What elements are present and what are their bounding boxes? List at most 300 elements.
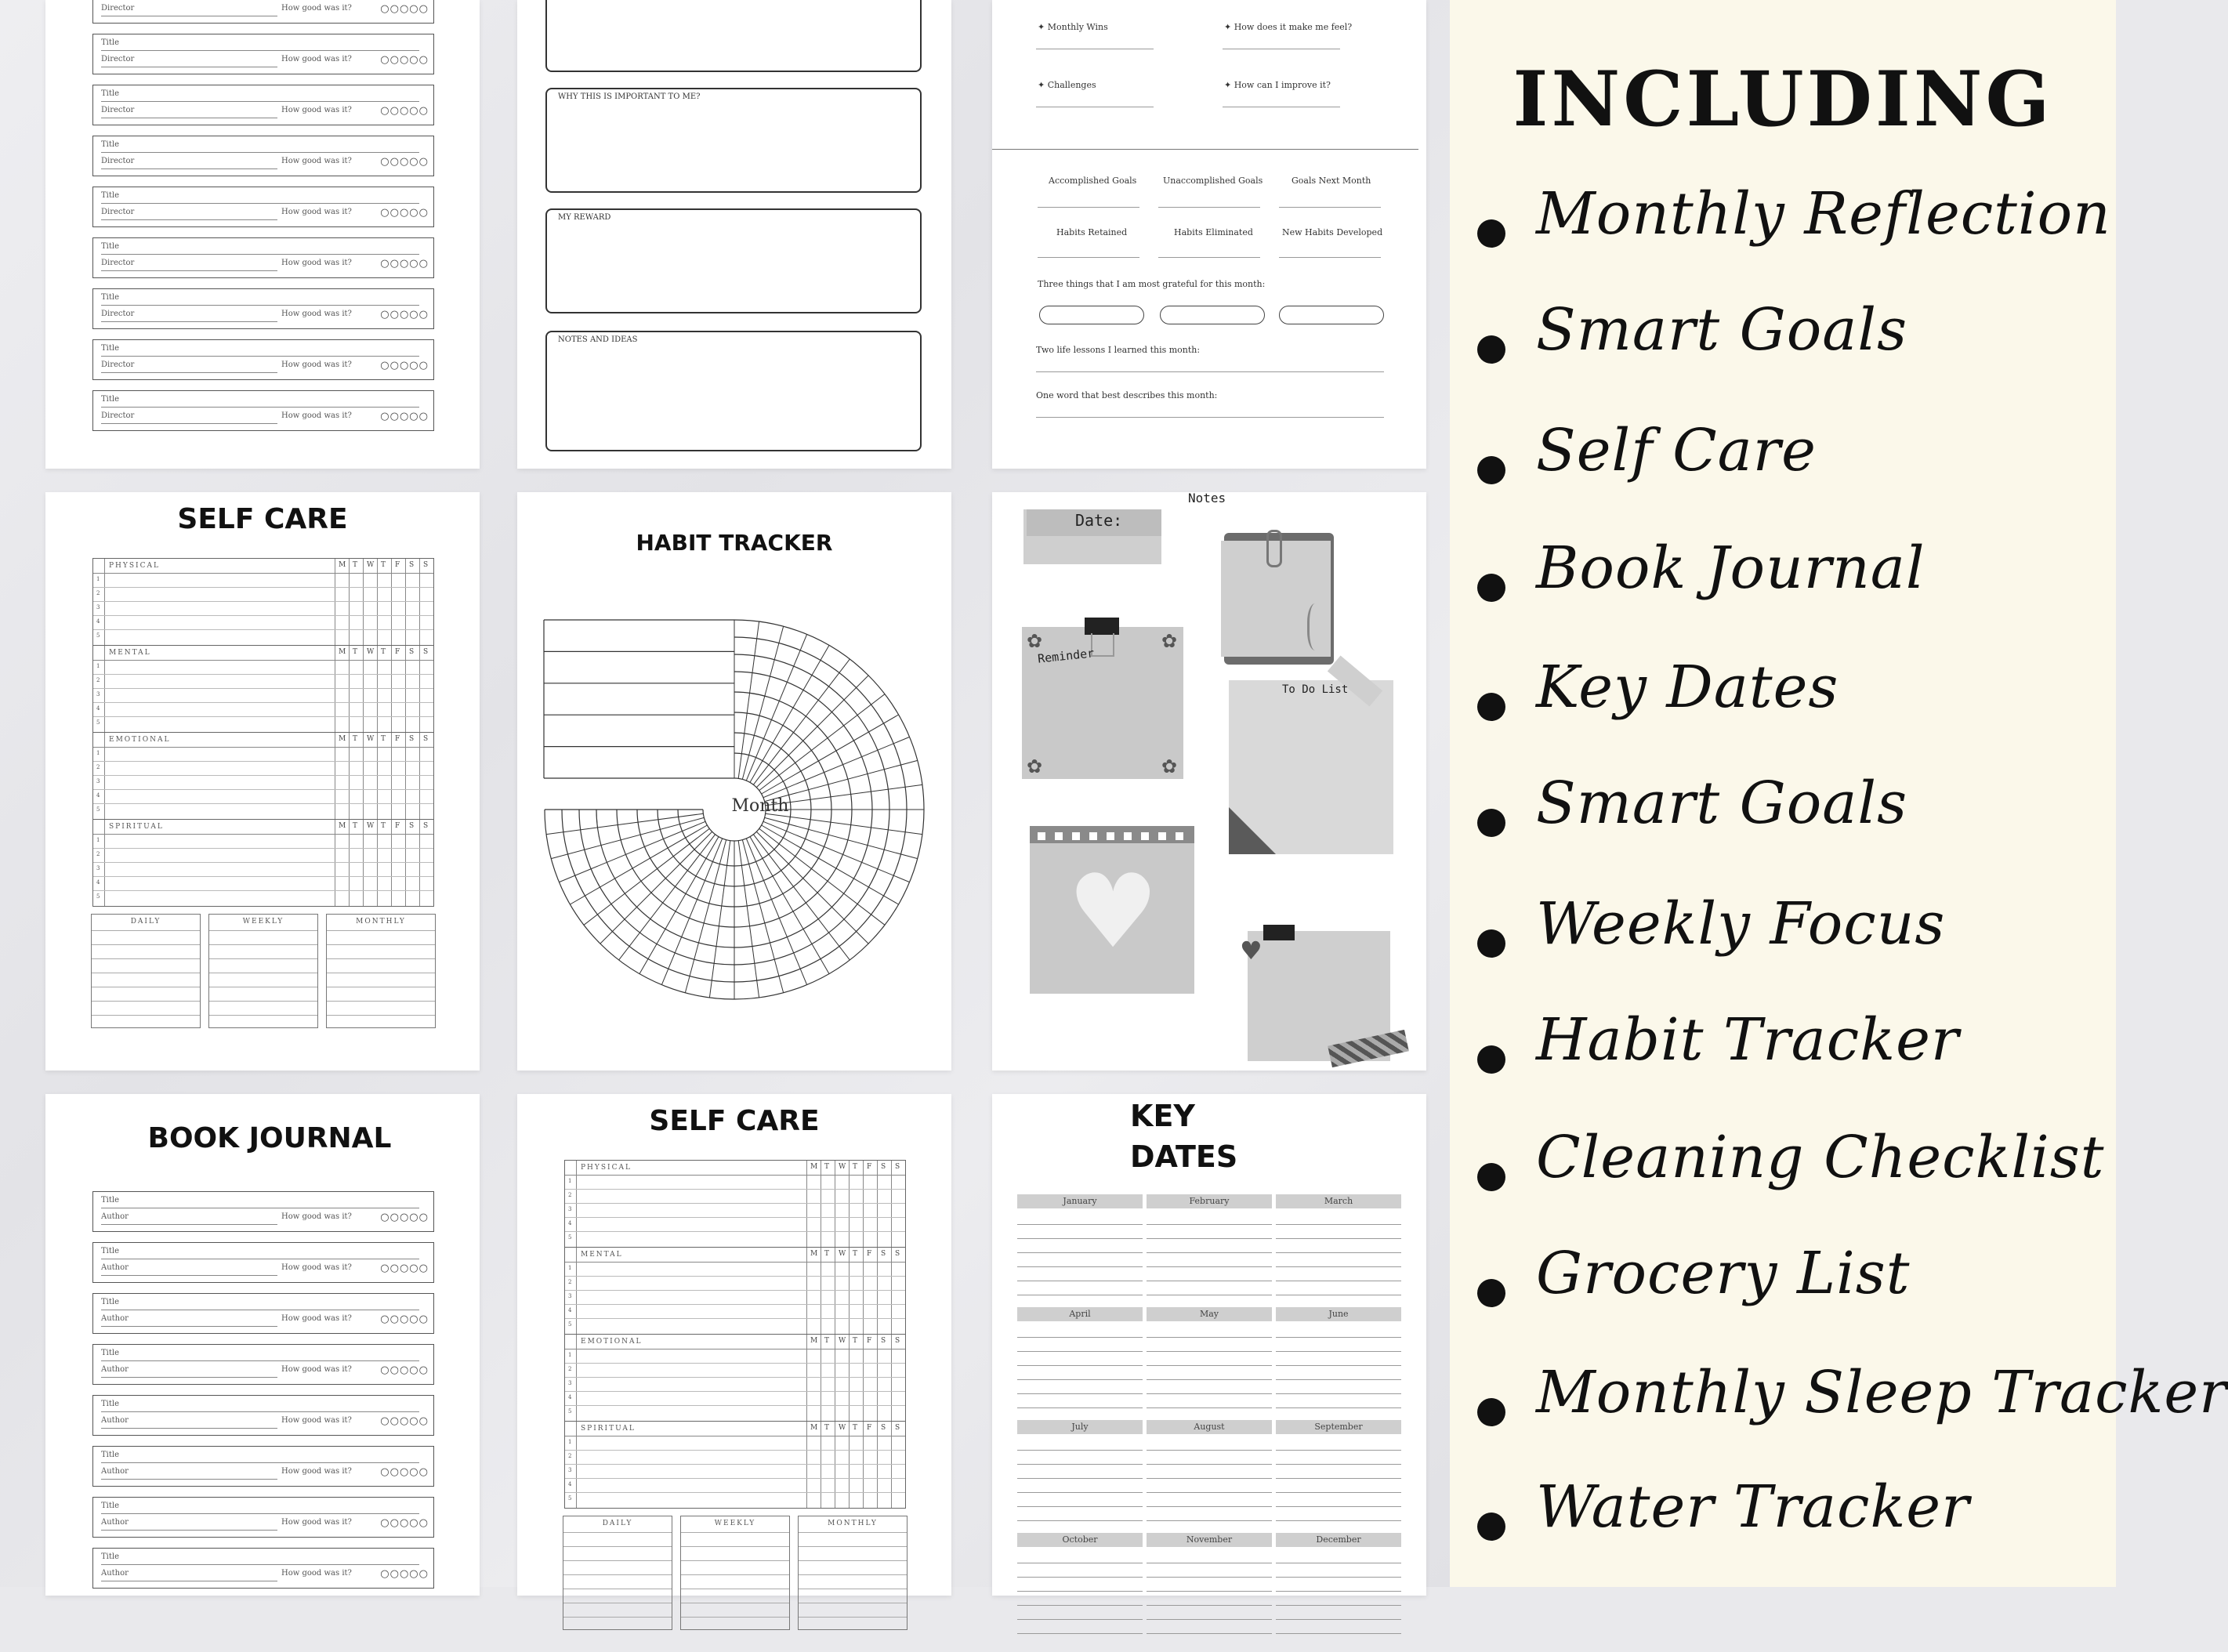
day-column xyxy=(863,1161,864,1247)
book-entry xyxy=(92,339,434,380)
entry-title-line xyxy=(101,1411,419,1412)
day-label: T xyxy=(381,822,386,830)
rating-circles: ○○○○○ xyxy=(380,156,429,168)
period-line xyxy=(799,1574,907,1575)
entry-title-line xyxy=(101,1360,419,1361)
entry-title-line xyxy=(101,1564,419,1565)
date-line xyxy=(1017,1351,1143,1352)
entry-person-line xyxy=(101,372,277,373)
entry-rating-label: How good was it? xyxy=(281,1365,352,1374)
rating-circles: ○○○○○ xyxy=(380,1263,429,1274)
row-number: 2 xyxy=(568,1366,572,1372)
grateful-pill-2 xyxy=(1160,306,1265,324)
row-line xyxy=(565,1492,905,1493)
row-line xyxy=(93,761,433,762)
day-label: F xyxy=(867,1424,872,1432)
entry-title-line xyxy=(101,203,419,204)
row-number: 4 xyxy=(568,1481,572,1487)
month-header: November xyxy=(1147,1533,1272,1547)
day-label: F xyxy=(395,561,400,569)
day-label: M xyxy=(339,822,346,830)
entry-rating-label: How good was it? xyxy=(281,411,352,420)
entry-person-line xyxy=(101,1326,277,1327)
date-line xyxy=(1147,1619,1272,1620)
habit-spoke xyxy=(756,831,868,944)
day-label: W xyxy=(839,1163,846,1171)
number-column xyxy=(104,733,105,819)
day-column xyxy=(363,733,364,819)
period-line xyxy=(563,1574,672,1575)
self-care-page-1 xyxy=(45,492,480,1071)
period-line xyxy=(92,958,200,959)
rating-circles: ○○○○○ xyxy=(380,258,429,270)
day-label: W xyxy=(839,1250,846,1258)
entry-title-label: Title xyxy=(101,1196,120,1205)
bullet-icon xyxy=(1477,1045,1505,1074)
entry-rating-label: How good was it? xyxy=(281,1569,352,1578)
feature-label: Weekly Focus xyxy=(1536,890,1946,958)
section-header-line xyxy=(565,1175,905,1176)
period-line xyxy=(799,1617,907,1618)
date-line xyxy=(1147,1224,1272,1225)
bullet-icon xyxy=(1477,335,1505,364)
todo-fold xyxy=(1229,807,1276,854)
entry-person-label: Director xyxy=(101,4,135,13)
bullet-icon xyxy=(1477,929,1505,958)
entry-rating-label: How good was it? xyxy=(281,1467,352,1476)
section-header-line xyxy=(93,747,433,748)
book-entry xyxy=(92,237,434,278)
book-entry xyxy=(92,1395,434,1436)
entry-person-label: Author xyxy=(101,1365,129,1374)
section-label: SPIRITUAL xyxy=(581,1425,636,1433)
row-line xyxy=(565,1377,905,1378)
self-care-table xyxy=(92,558,434,906)
entry-title-label: Title xyxy=(101,1451,120,1459)
date-line xyxy=(1276,1238,1401,1239)
day-column xyxy=(405,733,406,819)
number-column xyxy=(576,1335,577,1421)
heart-icon: ♥ xyxy=(1067,852,1159,971)
book-entry xyxy=(92,1548,434,1589)
day-column xyxy=(377,820,378,906)
period-line xyxy=(563,1617,672,1618)
day-label: T xyxy=(381,561,386,569)
day-column xyxy=(849,1248,850,1334)
day-label: W xyxy=(839,1337,846,1345)
day-label: F xyxy=(867,1250,872,1258)
day-label: T xyxy=(824,1424,830,1432)
entry-rating-label: How good was it? xyxy=(281,1518,352,1527)
entry-rating-label: How good was it? xyxy=(281,310,352,318)
row-number: 2 xyxy=(96,851,100,857)
feel-label: ✦ How does it make me feel? xyxy=(1224,22,1353,32)
date-line xyxy=(1276,1591,1401,1592)
page-title: BOOK JOURNAL xyxy=(147,1122,392,1154)
bullet-icon xyxy=(1477,219,1505,248)
date-line xyxy=(1147,1337,1272,1338)
entry-person-label: Author xyxy=(101,1569,129,1578)
row-number: 4 xyxy=(96,879,100,886)
feature-item xyxy=(1450,180,2116,298)
day-column xyxy=(405,646,406,732)
period-line xyxy=(209,958,317,959)
row-line xyxy=(93,674,433,675)
entry-title-line xyxy=(101,1513,419,1514)
period-line xyxy=(563,1532,672,1533)
day-label: S xyxy=(409,735,415,743)
day-column xyxy=(877,1248,878,1334)
day-label: M xyxy=(810,1337,818,1345)
month-header: August xyxy=(1147,1420,1272,1434)
wins-label: ✦ Monthly Wins xyxy=(1038,22,1108,32)
entry-person-label: Director xyxy=(101,411,135,420)
day-label: F xyxy=(867,1337,872,1345)
period-line xyxy=(799,1532,907,1533)
day-column xyxy=(391,646,392,732)
day-column xyxy=(349,646,350,732)
entry-person-line xyxy=(101,1377,277,1378)
entry-title-label: Title xyxy=(101,38,120,47)
day-column xyxy=(891,1161,892,1247)
reminder-label: Reminder xyxy=(1037,646,1095,666)
entry-title-label: Title xyxy=(101,395,120,404)
entry-title-line xyxy=(101,407,419,408)
binder-clip-icon xyxy=(1085,618,1119,635)
feature-item xyxy=(1450,890,2116,1008)
self-care-section xyxy=(92,558,434,646)
self-care-section xyxy=(564,1160,906,1248)
entry-title-label: Title xyxy=(101,293,120,302)
entry-rating-label: How good was it? xyxy=(281,157,352,165)
one-word-label: One word that best describes this month: xyxy=(1036,390,1218,400)
period-line xyxy=(327,1015,435,1016)
binder-clip-icon xyxy=(1263,925,1295,940)
day-label: W xyxy=(367,822,375,830)
period-label: DAILY xyxy=(130,918,161,926)
row-line xyxy=(93,890,433,891)
date-line xyxy=(1147,1407,1272,1408)
day-column xyxy=(877,1335,878,1421)
row-number: 3 xyxy=(568,1206,572,1212)
row-line xyxy=(93,716,433,717)
day-column xyxy=(806,1248,807,1334)
entry-person-line xyxy=(101,1530,277,1531)
date-line xyxy=(1017,1393,1143,1394)
day-column xyxy=(419,646,420,732)
entry-title-label: Title xyxy=(101,1298,120,1306)
period-line xyxy=(92,944,200,945)
period-label: WEEKLY xyxy=(714,1520,756,1527)
entry-person-label: Director xyxy=(101,55,135,63)
date-line xyxy=(1276,1633,1401,1634)
section-label: EMOTIONAL xyxy=(109,736,171,744)
unaccomplished-label: Unaccomplished Goals xyxy=(1163,176,1263,186)
feature-label: Monthly Sleep Tracker xyxy=(1536,1359,2228,1426)
date-line xyxy=(1017,1577,1143,1578)
day-label: T xyxy=(824,1250,830,1258)
date-line xyxy=(1147,1266,1272,1267)
date-line xyxy=(1017,1407,1143,1408)
date-line xyxy=(1276,1520,1401,1521)
feature-item xyxy=(1450,1124,2116,1241)
entry-title-label: Title xyxy=(101,1400,120,1408)
reward-label: MY REWARD xyxy=(558,213,611,222)
row-line xyxy=(93,848,433,849)
entry-title-label: Title xyxy=(101,1247,120,1255)
month-header: December xyxy=(1276,1533,1401,1547)
date-line xyxy=(1147,1393,1272,1394)
date-line xyxy=(1017,1520,1143,1521)
entry-rating-label: How good was it? xyxy=(281,259,352,267)
number-column xyxy=(104,646,105,732)
day-label: S xyxy=(895,1163,900,1171)
developed-label: New Habits Developed xyxy=(1282,227,1383,237)
feature-label: Water Tracker xyxy=(1536,1473,1970,1541)
day-label: T xyxy=(853,1424,858,1432)
day-label: S xyxy=(881,1250,886,1258)
entry-title-label: Title xyxy=(101,89,120,98)
period-line xyxy=(681,1546,789,1547)
entry-title-line xyxy=(101,50,419,51)
month-header: May xyxy=(1147,1307,1272,1321)
smart-goals-page xyxy=(517,0,951,469)
feature-label: Key Dates xyxy=(1536,654,1839,721)
improve-label: ✦ How can I improve it? xyxy=(1224,80,1331,90)
book-entry xyxy=(92,34,434,74)
day-column xyxy=(863,1335,864,1421)
day-column xyxy=(877,1422,878,1508)
book-entry xyxy=(92,1293,434,1334)
row-number: 1 xyxy=(568,1439,572,1445)
entry-person-line xyxy=(101,321,277,322)
period-line xyxy=(799,1546,907,1547)
habit-spoke xyxy=(600,831,712,944)
day-column xyxy=(349,559,350,645)
entry-title-line xyxy=(101,1462,419,1463)
book-entry xyxy=(92,288,434,329)
habit-spoke xyxy=(753,835,850,960)
date-line xyxy=(1017,1379,1143,1380)
number-column xyxy=(576,1248,577,1334)
row-line xyxy=(565,1478,905,1479)
entry-title-line xyxy=(101,152,419,153)
day-label: F xyxy=(395,822,400,830)
why-label: WHY THIS IS IMPORTANT TO ME? xyxy=(558,92,701,101)
day-column xyxy=(405,559,406,645)
entry-title-line xyxy=(101,305,419,306)
row-line xyxy=(93,876,433,877)
rating-circles: ○○○○○ xyxy=(380,309,429,321)
page-title: SELF CARE xyxy=(649,1105,820,1137)
date-label: Date: xyxy=(1075,511,1123,530)
row-number: 5 xyxy=(96,719,100,726)
day-label: T xyxy=(353,561,358,569)
row-line xyxy=(565,1405,905,1406)
rating-circles: ○○○○○ xyxy=(380,105,429,117)
why-box xyxy=(545,88,922,193)
day-column xyxy=(891,1248,892,1334)
day-label: F xyxy=(395,648,400,656)
day-label: T xyxy=(824,1163,830,1171)
retained-label: Habits Retained xyxy=(1056,227,1128,237)
feature-item xyxy=(1450,770,2116,887)
day-label: T xyxy=(353,648,358,656)
features-panel xyxy=(1450,0,2228,1587)
day-column xyxy=(877,1161,878,1247)
section-header-line xyxy=(565,1262,905,1263)
book-entry xyxy=(92,1497,434,1538)
date-line xyxy=(1017,1450,1143,1451)
day-label: T xyxy=(853,1163,858,1171)
day-column xyxy=(363,646,364,732)
day-label: M xyxy=(339,735,346,743)
month-header: July xyxy=(1017,1420,1143,1434)
feature-item xyxy=(1450,1240,2116,1357)
entry-person-label: Author xyxy=(101,1212,129,1221)
feature-label: Book Journal xyxy=(1536,534,1925,602)
day-column xyxy=(363,820,364,906)
day-column xyxy=(349,733,350,819)
month-header: January xyxy=(1017,1194,1143,1208)
period-box xyxy=(326,914,436,1028)
bullet-icon xyxy=(1477,456,1505,484)
entry-title-label: Title xyxy=(101,1502,120,1510)
self-care-section xyxy=(92,732,434,820)
challenges-label: ✦ Challenges xyxy=(1038,80,1096,90)
notes-box xyxy=(545,331,922,451)
row-number: 4 xyxy=(568,1220,572,1226)
day-label: M xyxy=(810,1163,818,1171)
book-entry xyxy=(92,1344,434,1385)
entry-person-label: Director xyxy=(101,157,135,165)
entry-person-label: Author xyxy=(101,1518,129,1527)
row-number: 3 xyxy=(96,604,100,610)
bullet-icon xyxy=(1477,574,1505,602)
period-line xyxy=(209,1015,317,1016)
period-line xyxy=(563,1560,672,1561)
date-line xyxy=(1147,1351,1272,1352)
rating-circles: ○○○○○ xyxy=(380,1466,429,1478)
day-label: T xyxy=(853,1337,858,1345)
section-header-line xyxy=(93,834,433,835)
feature-label: Smart Goals xyxy=(1536,296,1908,364)
entry-person-line xyxy=(101,1224,277,1225)
date-line xyxy=(1276,1605,1401,1606)
feature-item xyxy=(1450,1473,2116,1591)
row-number: 5 xyxy=(96,632,100,639)
row-number: 3 xyxy=(568,1293,572,1299)
entry-rating-label: How good was it? xyxy=(281,1314,352,1323)
habit-spoke xyxy=(756,676,868,788)
self-care-page-2 xyxy=(517,1094,951,1596)
day-label: M xyxy=(810,1424,818,1432)
month-header: June xyxy=(1276,1307,1401,1321)
row-number: 3 xyxy=(96,691,100,697)
entry-person-line xyxy=(101,1428,277,1429)
rating-circles: ○○○○○ xyxy=(380,1568,429,1580)
day-label: S xyxy=(409,561,415,569)
row-line xyxy=(93,789,433,790)
day-column xyxy=(349,820,350,906)
bullet-icon xyxy=(1477,1163,1505,1191)
day-column xyxy=(891,1422,892,1508)
section-label: MENTAL xyxy=(581,1251,623,1259)
grateful-pill-1 xyxy=(1039,306,1144,324)
day-label: M xyxy=(339,561,346,569)
row-number: 4 xyxy=(568,1394,572,1400)
row-number: 4 xyxy=(568,1307,572,1313)
book-entry xyxy=(92,187,434,227)
row-line xyxy=(93,862,433,863)
row-number: 1 xyxy=(568,1178,572,1184)
date-line xyxy=(1017,1478,1143,1479)
date-line xyxy=(1276,1379,1401,1380)
row-number: 1 xyxy=(96,750,100,756)
date-line xyxy=(1017,1252,1143,1253)
day-label: S xyxy=(409,822,415,830)
binder-clip-handle xyxy=(1091,633,1114,657)
rating-circles: ○○○○○ xyxy=(380,411,429,422)
day-label: S xyxy=(423,648,429,656)
row-line xyxy=(565,1290,905,1291)
page-title-line1: KEY xyxy=(1130,1099,1195,1133)
bullet-icon xyxy=(1477,809,1505,837)
date-line xyxy=(1147,1252,1272,1253)
day-label: T xyxy=(381,735,386,743)
row-line xyxy=(565,1318,905,1319)
day-column xyxy=(863,1422,864,1508)
entry-person-line xyxy=(101,423,277,424)
date-line xyxy=(1017,1506,1143,1507)
row-line xyxy=(93,688,433,689)
habit-spoke xyxy=(619,835,715,960)
flower-icon: ✿ xyxy=(1161,755,1178,777)
entry-person-label: Author xyxy=(101,1416,129,1425)
bullet-icon xyxy=(1477,1279,1505,1307)
day-label: F xyxy=(395,735,400,743)
period-line xyxy=(327,1001,435,1002)
period-label: WEEKLY xyxy=(242,918,284,926)
rating-circles: ○○○○○ xyxy=(380,54,429,66)
bullet-icon xyxy=(1477,1513,1505,1541)
grateful-label: Three things that I am most grateful for this month: xyxy=(1038,279,1266,289)
row-number: 1 xyxy=(568,1265,572,1271)
row-number: 2 xyxy=(96,677,100,683)
number-column xyxy=(576,1161,577,1247)
row-line xyxy=(565,1203,905,1204)
date-line xyxy=(1276,1506,1401,1507)
grateful-pill-3 xyxy=(1279,306,1384,324)
date-line xyxy=(1276,1450,1401,1451)
section-label: MENTAL xyxy=(109,649,151,657)
bullet-icon xyxy=(1477,693,1505,721)
period-line xyxy=(681,1617,789,1618)
period-line xyxy=(209,930,317,931)
date-line xyxy=(1276,1478,1401,1479)
self-care-bottom xyxy=(563,1516,906,1652)
feature-label: Monthly Reflection xyxy=(1536,180,2111,248)
row-number: 3 xyxy=(568,1467,572,1473)
number-column xyxy=(104,559,105,645)
day-column xyxy=(377,646,378,732)
row-number: 1 xyxy=(96,576,100,582)
row-line xyxy=(565,1304,905,1305)
month-label: Month xyxy=(731,796,789,816)
row-line xyxy=(565,1276,905,1277)
day-column xyxy=(419,820,420,906)
date-line xyxy=(1276,1619,1401,1620)
